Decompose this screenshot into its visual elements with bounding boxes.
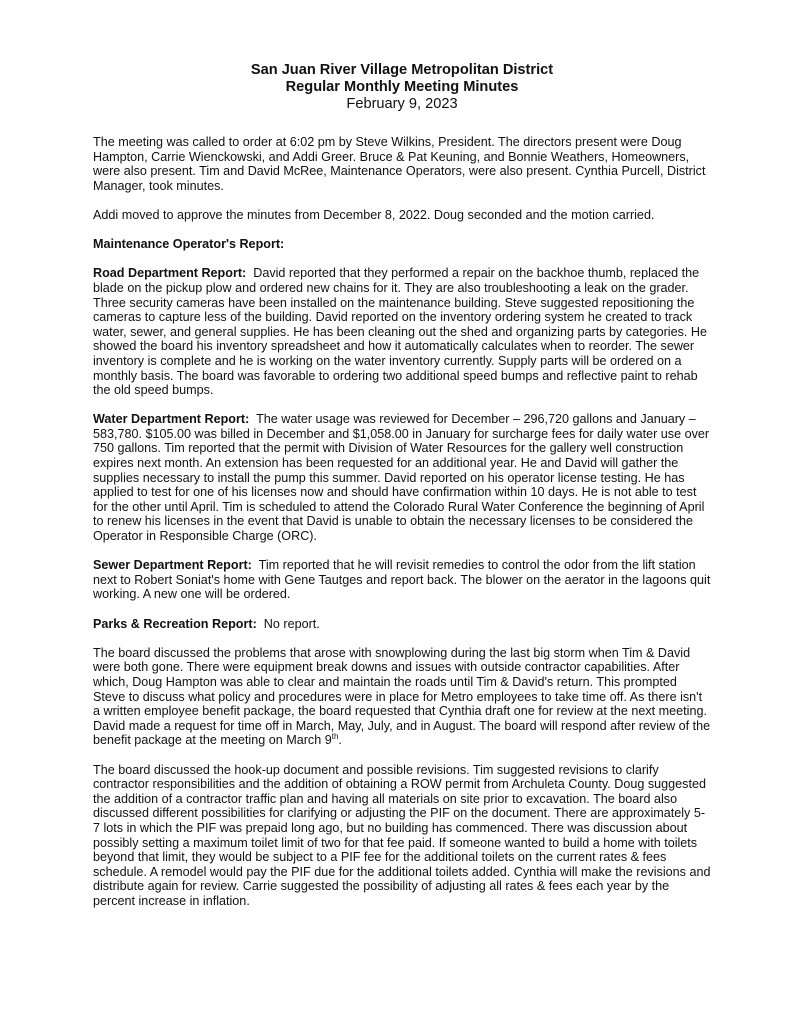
call-to-order-paragraph: The meeting was called to order at 6:02 pm by Steve Wilkins, President. The directors present were Doug Hampton, Carrie Wienckowski, and Addi Greer. Bruce & Pat Keuning, and Bonnie Weathers, Homeowners, were also present. Tim and David McRee, Maintenance Operators, were also present. Cynthia Purcell, District Manager, took minutes. — [93, 135, 706, 193]
sewer-department-text: Tim reported that he will revisit remedies to control the odor from the lift station next to Robert Soniat's home with Gene Tautges and report back. The blower on the aerator in the lagoons quit working. A new one will be ordered. — [93, 558, 711, 602]
meeting-type-title: Regular Monthly Meeting Minutes — [285, 79, 519, 95]
road-department-text: David reported that they performed a repair on the backhoe thumb, replaced the blade on the pickup plow and ordered new chains for it. They are also troubleshooting a leak on the grader. Three security cameras have been installed on the maintenance building. Steve suggested repositioning the cameras to capture less of the building. David reported on the inventory ordering system he created to track water, sewer, and general supplies. He has been cleaning out the shed and organizing parts by categories. He showed the board his inventory spreadsheet and how it automatically calculates when to reorder. The sewer inventory is complete and he is working on the water inventory currently. Supply parts will be ordered on a monthly basis. The board was favorable to ordering two additional speed bumps and reflective paint to rehab the old speed bumps. — [93, 266, 707, 398]
snowplow-discussion-paragraph — [93, 646, 711, 748]
snowplow-discussion-end: . — [338, 733, 342, 748]
hookup-discussion-paragraph: The board discussed the hook-up document and possible revisions. Tim suggested revisions to clarify contractor responsibilities and the addition of obtaining a ROW permit from Archuleta County. Doug suggested the addition of a contractor traffic plan and having all materials on site prior to excavation. The board also discussed different possibilities for clarifying or adjusting the PIF on the document. There are approximately 5-7 lots in which the PIF was prepaid long ago, but no building has commenced. There was discussion about possibly setting a maximum toilet limit of two for that fee paid. If someone wanted to build a home with toilets beyond that limit, they would be subject to a PIF fee for the additional toilets on the current rates & fees schedule. A remodel would pay the PIF due for the additional toilets added. Cynthia will make the revisions and distribute again for review. Carrie suggested the possibility of adjusting all rates & fees each year by the percent increase in inflation. — [93, 762, 711, 908]
meeting-date: February 9, 2023 — [346, 96, 458, 112]
road-department-paragraph — [93, 266, 711, 397]
minutes-motion-paragraph: Addi moved to approve the minutes from December 8, 2022. Doug seconded and the motion carried. — [93, 207, 655, 222]
ordinal-superscript: th — [331, 732, 339, 742]
parks-recreation-label: Parks & Recreation Report: — [93, 616, 257, 631]
parks-recreation-paragraph — [93, 617, 711, 632]
road-department-label: Road Department Report: — [93, 266, 247, 281]
sewer-department-paragraph — [93, 558, 711, 602]
sewer-department-label: Sewer Department Report: — [93, 558, 252, 573]
water-department-paragraph — [93, 412, 711, 543]
document-header — [93, 62, 711, 113]
parks-recreation-text: No report. — [263, 616, 320, 631]
water-department-text: The water usage was reviewed for December – 296,720 gallons and January – 583,780. $105.00 was billed in December and $1,058.00 in January for surcharge fees for daily water use over 750 gallons. Tim reported that the permit with Division of Water Resources for the gallery well construction expires next month. An extension has been requested for an additional year. He and David will gather the supplies necessary to install the pump this summer. David reported on his operator license testing. He has applied to test for one of his licenses now and should have confirmation within 10 days. He is not able to test for the other until April. Tim is scheduled to attend the Colorado Rural Water Conference the beginning of April to renew his licenses in the event that David is unable to obtain the necessary licenses to be considered the Operator in Responsible Charge (ORC). — [93, 412, 710, 544]
maintenance-report-heading: Maintenance Operator's Report: — [93, 237, 285, 252]
water-department-label: Water Department Report: — [93, 412, 250, 427]
snowplow-discussion-text: The board discussed the problems that arose with snowplowing during the last big storm when Tim & David were both gone. There were equipment break downs and issues with outside contractor capabilities. After which, Doug Hampton was able to clear and maintain the roads until Tim & David's return. This prompted Steve to discuss what policy and procedures were in place for Metro employees to take time off. As there isn't a written employee benefit package, the board requested that Cynthia draft one for review at the next meeting. David made a request for time off in March, May, July, and in August. The board will respond after review of the benefit package at the meeting on March 9 — [93, 645, 711, 748]
organization-title: San Juan River Village Metropolitan District — [250, 62, 554, 78]
